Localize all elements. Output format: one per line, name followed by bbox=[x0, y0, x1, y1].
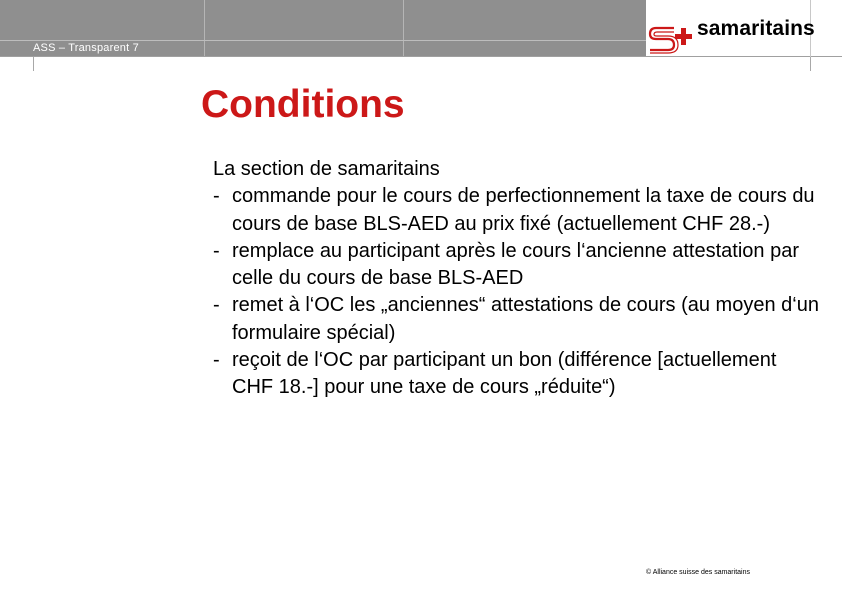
bullet-text: remet à l‘OC les „anciennes“ attestations de cours (au moyen d‘un formulaire spécial) bbox=[232, 294, 819, 344]
bullet-marker: - bbox=[213, 239, 220, 262]
header-divider-mid bbox=[403, 0, 404, 57]
bullet-item bbox=[213, 238, 823, 293]
header-bottom-rule bbox=[0, 56, 842, 57]
bullet-marker: - bbox=[213, 349, 220, 372]
header-divider-left bbox=[204, 0, 205, 57]
bullet-item bbox=[213, 183, 823, 238]
bullet-item bbox=[213, 347, 823, 402]
bullet-marker: - bbox=[213, 185, 220, 208]
slide-body bbox=[213, 156, 823, 402]
logo-wordmark: samaritains bbox=[697, 17, 815, 40]
bullet-item bbox=[213, 292, 823, 347]
slide-intro: La section de samaritains bbox=[213, 158, 440, 180]
bullet-text: remplace au participant après le cours l‘ancienne attestation par celle du cours de base BLS-AED bbox=[232, 239, 799, 290]
header-tick-left bbox=[33, 57, 34, 71]
bullet-text: commande pour le cours de perfectionnement la taxe de cours du cours de base BLS-AED au prix fixé (actuellement CHF 28.-) bbox=[232, 185, 815, 235]
bullet-text: reçoit de l‘OC par participant un bon (différence [actuellement CHF 18.-] pour une taxe de cours „réduite“) bbox=[232, 349, 777, 399]
slide-title: Conditions bbox=[201, 83, 405, 126]
header-rule bbox=[0, 40, 646, 41]
header-tick-right bbox=[810, 57, 811, 71]
header-label: ASS – Transparent 7 bbox=[33, 42, 139, 54]
footer-copyright: © Alliance suisse des samaritains bbox=[646, 569, 750, 576]
s-cross-logo-icon bbox=[648, 24, 694, 54]
bullet-marker: - bbox=[213, 294, 220, 317]
